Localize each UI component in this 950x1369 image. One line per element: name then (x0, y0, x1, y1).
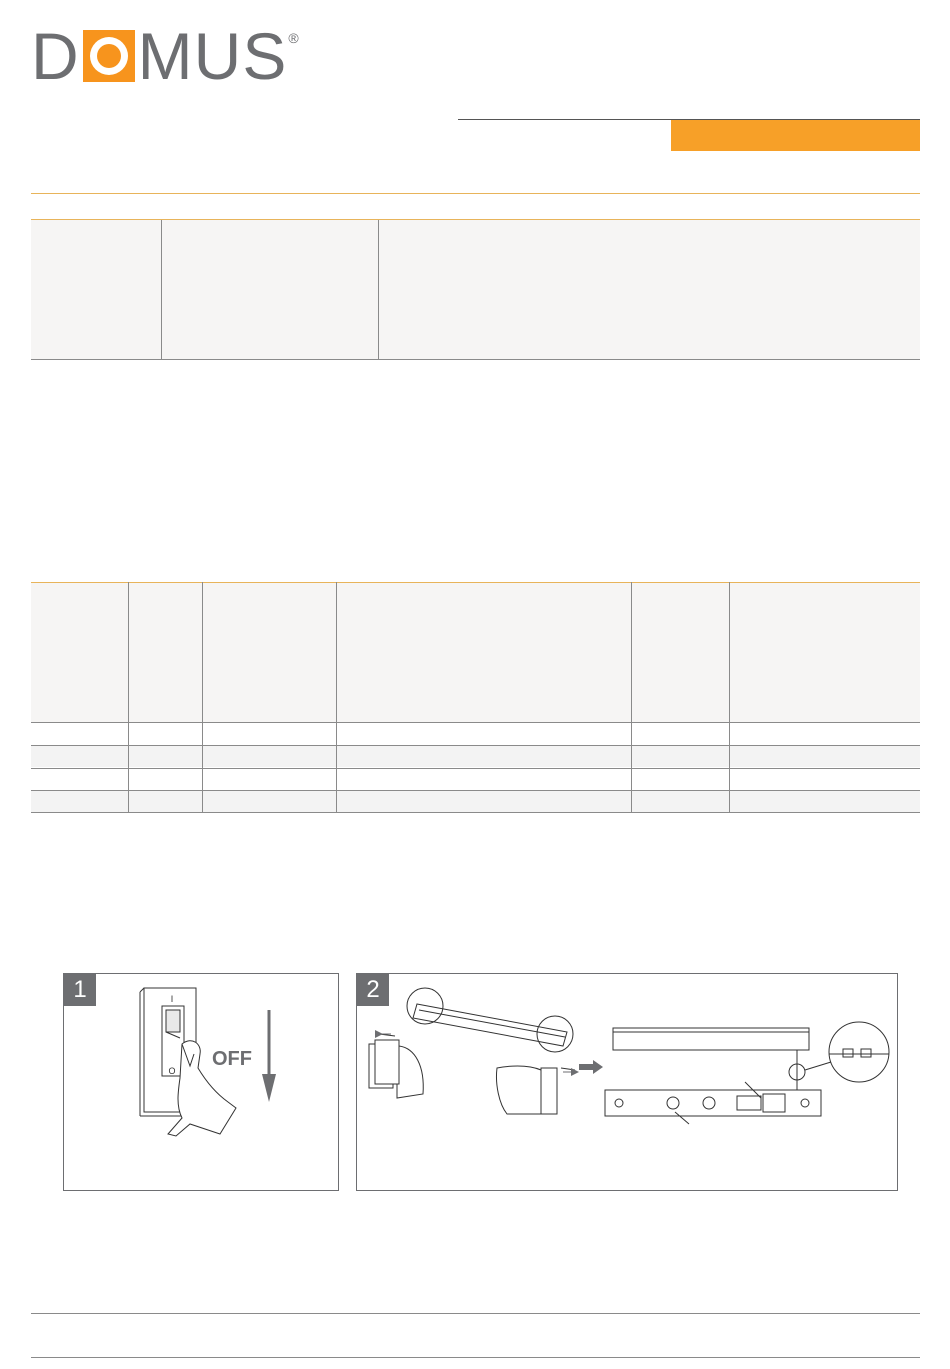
step-2-badge: 2 (357, 974, 389, 1006)
model-table-divider (631, 582, 632, 813)
section-rule (31, 193, 920, 194)
registered-mark: ® (288, 30, 299, 46)
table-row (31, 768, 920, 790)
table-row (31, 790, 920, 812)
footer-rule (31, 1313, 920, 1314)
model-table-bottom-rule (31, 812, 920, 813)
logo-o-mark (83, 30, 135, 82)
table-row (31, 745, 920, 767)
step-2-illustration (357, 974, 897, 1190)
step-1-illustration (64, 974, 338, 1190)
step-2-panel (356, 973, 898, 1191)
end-cap-icon (496, 1066, 575, 1114)
down-arrow-icon (262, 1010, 276, 1102)
step-1-badge: 1 (64, 974, 96, 1006)
end-cap-icon (369, 1034, 423, 1098)
batten-body-icon (407, 988, 573, 1052)
right-arrow-icon (579, 1060, 603, 1074)
switch-on-mark: I (170, 994, 174, 1004)
logo-letters-mus: MUS (137, 19, 288, 93)
model-table-divider (336, 582, 337, 813)
model-table (31, 582, 920, 813)
footer-rule (31, 1357, 920, 1358)
spec-table-divider (161, 220, 162, 359)
off-label: OFF (212, 1048, 252, 1070)
model-table-divider (202, 582, 203, 813)
model-table-divider (729, 582, 730, 813)
switch-off-mark: O (168, 1066, 176, 1076)
domus-logo (31, 19, 299, 93)
connector-detail-icon (805, 1022, 889, 1082)
step-1-panel (63, 973, 339, 1191)
spec-table-divider (378, 220, 379, 359)
right-arrow-icon (571, 1068, 579, 1076)
table-row (31, 722, 920, 744)
model-table-divider (128, 582, 129, 813)
spec-table (31, 219, 920, 360)
model-table-header (31, 582, 920, 723)
header-orange-bar (671, 120, 920, 151)
logo-letter-d: D (31, 19, 80, 93)
